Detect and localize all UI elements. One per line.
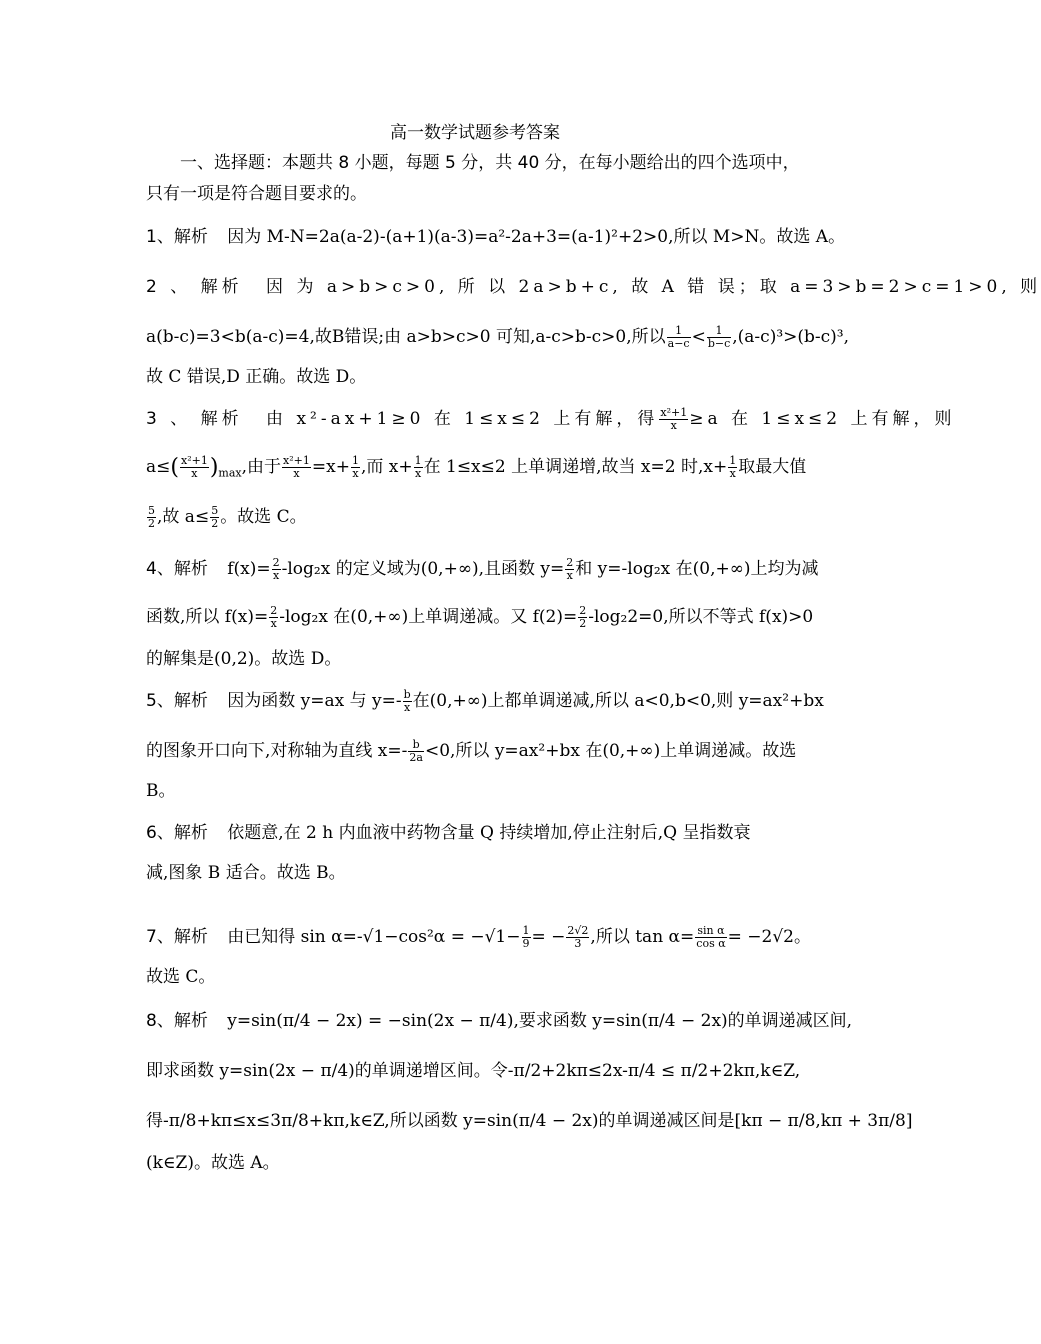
- answer-6-line-2: 减,图象 B 适合。故选 B。: [146, 863, 346, 883]
- answer-8-line-1: 8、解析 y=sin(π/4 − 2x) = −sin(2x − π/4),要求函数 y=sin(π/4 − 2x)的单调递减区间,: [146, 1011, 853, 1031]
- answer-2-line-2: a(b-c)=3<b(a-c)=4,故B错误;由 a>b>c>0 可知,a-c>b-c>0,所以 $\frac{1}{a-c}$ < $\frac{1}{b-c}$ ,(a-c)³>(b-c)³,: [146, 324, 850, 350]
- fraction: $\frac{5}{2}$: [211, 504, 219, 530]
- fraction: $\frac{1}{x}$: [414, 454, 422, 480]
- fraction: $\frac{\text{x²+1}}{x}$: [660, 406, 688, 432]
- fraction: $\frac{2}{2}$: [579, 604, 587, 630]
- answer-4-line-3: 的解集是(0,2)。故选 D。: [146, 649, 342, 669]
- question-number: 3 、 解析: [146, 409, 243, 429]
- question-number: 7、解析: [146, 927, 208, 947]
- fraction: $\frac{2}{x}$: [566, 556, 574, 582]
- fraction: $\frac{1}{9}$: [522, 924, 530, 950]
- question-number: 2 、 解析: [146, 277, 243, 297]
- fraction: $\frac{1}{b-c}$: [707, 324, 731, 350]
- question-number: 6、解析: [146, 823, 208, 843]
- answer-3-line-1: 3 、 解析 由 x²-ax+1≥0 在 1≤x≤2 上有解，得 $\frac{\text{x²+1}}{x}$ ≥a 在 1≤x≤2 上有解，则: [146, 406, 956, 432]
- answer-7-line-2: 故选 C。: [146, 967, 216, 987]
- answer-1: [146, 222, 846, 247]
- question-number: 4、解析: [146, 559, 208, 579]
- answer-2-line-1: 2 、 解析 因 为 a>b>c>0, 所 以 2a>b+c, 故 A 错 误；取 a=3>b=2>c=1>0, 则: [146, 277, 1041, 297]
- fraction: $\frac{b}{x}$: [403, 688, 411, 714]
- question-number: 8、解析: [146, 1011, 208, 1031]
- answer-8-line-2: 即求函数 y=sin(2x − π/4)的单调递增区间。令-π/2+2kπ≤2x-π/4 ≤ π/2+2kπ,k∈Z,: [146, 1061, 801, 1081]
- fraction: $\frac{1}{x}$: [351, 454, 359, 480]
- fraction: $\frac{1}{a-c}$: [667, 324, 690, 350]
- answer-2-line-3: 故 C 错误,D 正确。故选 D。: [146, 367, 367, 387]
- fraction: $\frac{1}{x}$: [729, 454, 737, 480]
- answer-4-line-1: 4、解析 f(x)= $\frac{2}{x}$ -log₂x 的定义域为(0,+∞),且函数 y= $\frac{2}{x}$ 和 y=-log₂x 在(0,+∞)上均为减: [146, 556, 819, 582]
- answer-4-line-2: 函数,所以 f(x)= $\frac{2}{x}$ -log₂x 在(0,+∞)上单调递减。又 f(2)= $\frac{2}{2}$ -log₂2=0,所以不等式 f(x)>0: [146, 604, 814, 630]
- fraction: $\frac{\text{x²+1}}{x}$: [283, 454, 310, 480]
- fraction: $\frac{5}{2}$: [148, 504, 155, 530]
- fraction: $\frac{2}{x}$: [270, 604, 278, 630]
- section-header: 一、选择题：本题共 8 小题，每题 5 分，共 40 分，在每小题给出的四个选项中，只有一项是符合题目要求的。: [146, 153, 800, 204]
- answer-8-line-4: (k∈Z)。故选 A。: [146, 1153, 280, 1173]
- fraction: $\frac{2}{x}$: [272, 556, 280, 582]
- answer-text: 因为 M-N=2a(a-2)-(a+1)(a-3)=a²-2a+3=(a-1)²+2>0,所以 M>N。故选 A。: [227, 227, 846, 247]
- fraction: $\frac{b}{2a}$: [409, 738, 423, 764]
- page-title: 高一数学试题参考答案: [390, 123, 560, 143]
- answer-6-line-1: 6、解析 依题意,在 2 h 内血液中药物含量 Q 持续增加,停止注射后,Q 呈指数衰: [146, 823, 751, 843]
- answer-3-line-3: $\frac{5}{2}$ ,故 a≤ $\frac{5}{2}$ 。故选 C。: [148, 504, 307, 530]
- question-number: 1、解析: [146, 227, 208, 247]
- answer-3-line-2: a≤( $\frac{\text{x²+1}}{x}$ )$_{max}$,由于 $\frac{\text{x²+1}}{x}$ =x+ $\frac{1}{x}$ ,而 x+ $\frac{1}{x}$ 在 1≤x≤2 上单调递增,故当 x=2 时,x+ $\frac{1}{x}$ 取最大值: [146, 454, 807, 480]
- fraction: $\frac{\text{sin α}}{\text{cos α}}$: [696, 924, 726, 950]
- answer-8-line-3: 得-π/8+kπ≤x≤3π/8+kπ,k∈Z,所以函数 y=sin(π/4 − 2x)的单调递减区间是[kπ − π/8,kπ + 3π/8]: [146, 1111, 913, 1131]
- question-number: 5、解析: [146, 691, 208, 711]
- fraction: $\frac{2√2}{3}$: [567, 924, 589, 950]
- answer-5-line-3: B。: [146, 781, 176, 801]
- answer-5-line-2: 的图象开口向下,对称轴为直线 x=- $\frac{b}{2a}$ <0,所以 y=ax²+bx 在(0,+∞)上单调递减。故选: [146, 738, 797, 764]
- answer-7-line-1: 7、解析 由已知得 sin α=-√1−cos²α = −√1− $\frac{1}{9}$ = − $\frac{2√2}{3}$ ,所以 tan α= $\frac{\text{sin α}}{\text{cos α}}$ = −2√2。: [146, 924, 811, 950]
- answer-5-line-1: 5、解析 因为函数 y=ax 与 y=- $\frac{b}{x}$ 在(0,+∞)上都单调递减,所以 a<0,b<0,则 y=ax²+bx: [146, 688, 824, 714]
- fraction: $\frac{\text{x²+1}}{x}$: [180, 454, 208, 480]
